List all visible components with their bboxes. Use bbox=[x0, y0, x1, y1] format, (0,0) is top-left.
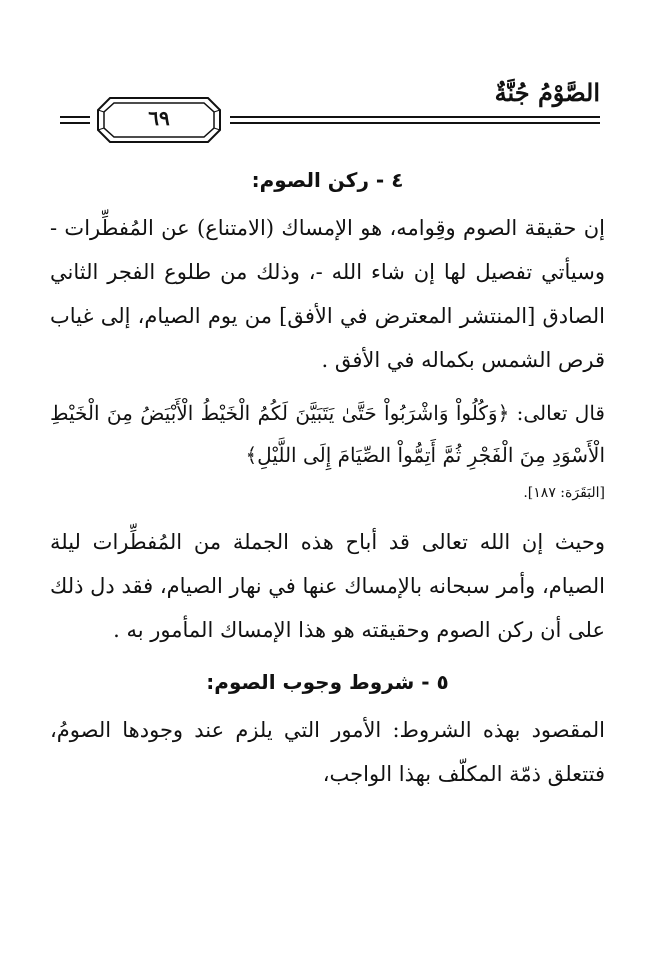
header-rule bbox=[230, 116, 600, 118]
running-title: الصَّوْمُ جُنَّةٌ bbox=[494, 78, 600, 107]
header-rule bbox=[230, 122, 600, 124]
section-heading: ٤ - ركن الصوم: bbox=[251, 168, 404, 192]
body-paragraph: المقصود بهذه الشروط: الأمور التي يلزم عند وجودها الصومُ، فتتعلق ذمّة المكلّف بهذا الواجب، bbox=[50, 718, 605, 786]
body-paragraph: إن حقيقة الصوم وقِوامه، هو الإمساك (الامتناع) عن المُفطِّرات - وسيأتي تفصيل لها إن شاء الله -، وذلك من طلوع الفجر الثاني الصادق [المنتشر المعترض في الأفق] من يوم الصيام، إلى غياب قرص الشمس بكماله في الأفق . bbox=[50, 216, 605, 372]
page-number: ٦٩ bbox=[148, 106, 170, 130]
header-rule-left bbox=[60, 122, 90, 124]
page-number-frame bbox=[94, 94, 224, 146]
verse-reference: [البَقَرَة: ١٨٧]. bbox=[523, 485, 605, 501]
body-paragraph: وحيث إن الله تعالى قد أباح هذه الجملة من المُفطِّرات ليلة الصيام، وأمر سبحانه بالإمساك عنها في نهار الصيام، فقد دل ذلك على أن ركن الصوم وحقيقته هو هذا الإمساك المأمور به . bbox=[50, 530, 605, 642]
quran-verse: قال تعالى: ﴿وَكُلُواْ وَاشْرَبُواْ حَتَّىٰ يَتَبَيَّنَ لَكُمُ الْخَيْطُ الْأَبْيَضُ مِنَ الْخَيْطِ الْأَسْوَدِ مِنَ الْفَجْرِ ثُمَّ أَتِمُّواْ الصِّيَامَ إِلَى اللَّيْلِ﴾ bbox=[50, 401, 605, 467]
header-rule-left bbox=[60, 116, 90, 118]
page-body bbox=[50, 160, 605, 796]
page-header bbox=[60, 76, 600, 132]
section-heading: ٥ - شروط وجوب الصوم: bbox=[206, 670, 449, 694]
